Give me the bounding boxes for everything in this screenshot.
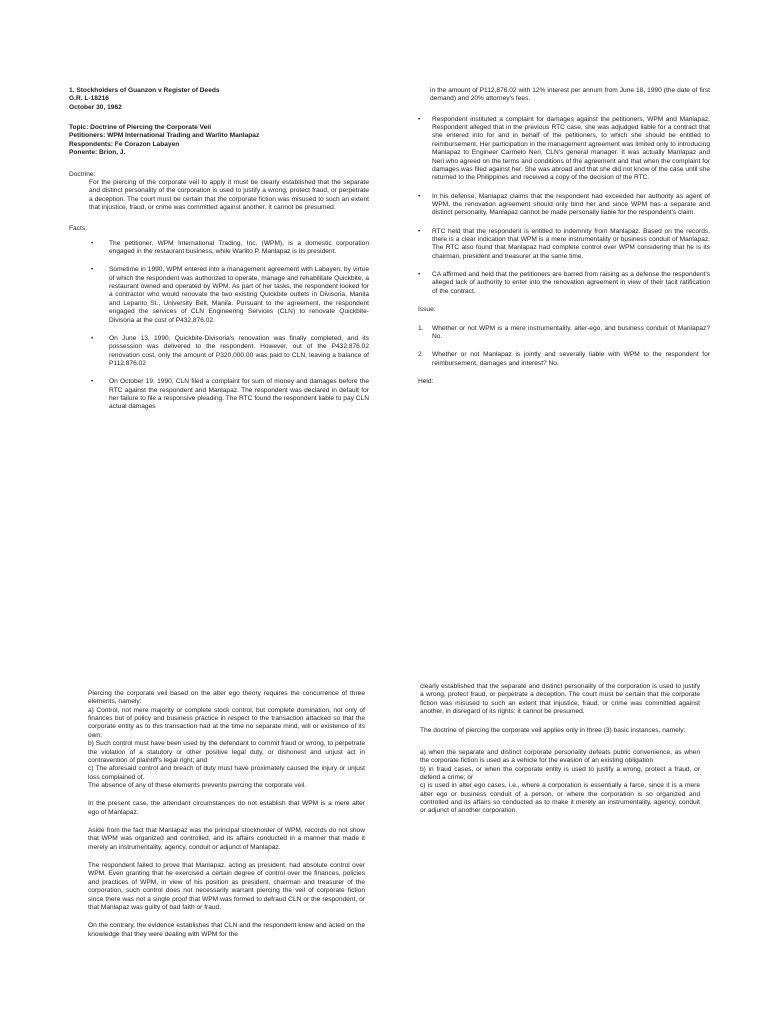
fact-item bbox=[87, 335, 369, 368]
bullet-icon: • bbox=[418, 115, 421, 123]
held-paragraph: clearly established that the separate and distinct personality of the corporation is used to justify a wrong, protect fraud, or perpetrate a deception. The court must be certain that the corporate fiction was misused to such an extent that injustice, fraud, or crime was committed against another, in disregard of its rights; it cannot be presumed. bbox=[420, 683, 700, 716]
alter-ego-intro: Piercing the corporate veil based on the alter ego theory requires the concurrence of three elements, namely: bbox=[88, 690, 365, 706]
instances-intro: The doctrine of piercing the corporate veil applies only in three (3) basic instances, namely: bbox=[420, 727, 686, 735]
page1-left-column bbox=[69, 87, 369, 422]
instance-item: a) when the separate and distinct corporate personality defeats public convenience, as when the corporate fiction is used as a vehicle for the evasion of an existing obligation bbox=[420, 748, 700, 765]
held-label: Held: bbox=[418, 377, 434, 385]
facts-label: Facts: bbox=[69, 225, 87, 233]
bullet-icon: • bbox=[91, 266, 94, 274]
case-ponente: Ponente: Brion, J. bbox=[69, 149, 126, 157]
fact-item bbox=[87, 266, 369, 325]
held-paragraph: In the present case, the attendant circumstances do not establish that WPM is a mere alter ego of Manlapaz. bbox=[88, 800, 365, 816]
fact-text: On June 13, 1990, Quickbite-Divisoria's renovation was finally completed, and its possession was delivered to the respondent. However, out of the P432,876.02 renovation cost, only the amount of P320,000.00 was paid to CLN, leaving a balance of P112,876.02 bbox=[109, 334, 369, 367]
issue-label: Issue: bbox=[418, 306, 436, 314]
facts-list-left bbox=[69, 240, 369, 412]
facts-list-right bbox=[418, 116, 710, 296]
page2-left-column bbox=[88, 690, 365, 939]
element-item: c) The aforesaid control and breach of duty must have proximately caused the injury or unjust loss complained of. bbox=[88, 765, 365, 781]
element-item: a) Control, not mere majority or complete stock control, but complete domination, not only of finances but of policy and business practice in respect to the transaction attacked so that the corporate entity as to this transaction had at the time no separate mind, will or existence of its own; bbox=[88, 706, 365, 739]
fact-text: On October 19, 1990, CLN filed a complaint for sum of money and damages before the RTC against the respondent and Manlapaz. The respondent was declared in default for her failure to file a responsive pleading. The RTC found the respondent liable to pay CLN actual damages bbox=[109, 378, 369, 411]
case-petitioners: Petitioners: WPM International Trading and Warlito Manlapaz bbox=[69, 132, 260, 140]
bullet-icon: • bbox=[91, 378, 94, 386]
issue-item bbox=[418, 325, 710, 342]
page1-right-column bbox=[418, 87, 710, 386]
issue-number: 2. bbox=[418, 351, 424, 359]
element-item: b) Such control must have been used by the defendant to commit fraud or wrong, to perpetrate the violation of a statutory or other positive legal duty, or dishonest and unjust act in contravention of plaintiff's legal right; and bbox=[88, 740, 365, 764]
instance-item: b) in fraud cases, or when the corporate entity is used to justify a wrong, protect a fraud, or defend a crime; or bbox=[420, 765, 700, 781]
fact-text: Sometime in 1990, WPM entered into a management agreement with Labayen, by virtue of which the respondent was authorized to operate, manage and rehabilitate Quickbite, a restaurant owned and operated by WPM. As part of her tasks, the respondent looked for a contractor who would renovate the two existing Quickbite outlets in Divisoria, Manila and Lepanto St., University Belt, Manila. Pursuant to the agreement, the respondent engaged the services of CLN Engineering Services (CLN) to renovate Quickbite-Divisoria at the cost of P432,876.02. bbox=[109, 266, 369, 324]
fact-text: RTC held that the respondent is entitled to indemnity from Manlapaz. Based on the records, there is a clear indication that WPM is a mere instrumentality or business conduit of Manlapaz. The RTC also found that Manlapaz had complete control over WPM considering that he is its chairman, president and treasurer at the same time. bbox=[432, 227, 710, 260]
held-paragraph: On the contrary, the evidence establishes that CLN and the respondent knew and acted on the knowledge that they were dealing with WPM for the bbox=[88, 922, 365, 938]
issue-text: Whether or not Manlapaz is jointly and severally liable with WPM to the respondent for reimbursement, damages and interest? No. bbox=[432, 351, 710, 367]
held-paragraph: The respondent failed to prove that Manlapaz, acting as president, had absolute control over WPM. Even granting that he exercised a certain degree of control over the finances, policies and practices of WPM, in view of his position as president, chairman and treasurer of the corporation, such control does not necessarily warrant piercing the veil of corporate fiction since there was not a single proof that WPM was formed to defraud CLN or the respondent, or that Manlapaz was guilty of bad faith or fraud. bbox=[88, 862, 365, 911]
case-date: October 30, 1962 bbox=[69, 103, 122, 111]
case-topic: Topic: Doctrine of Piercing the Corporate Veil bbox=[69, 124, 212, 132]
fact-text: The petitioner, WPM International Trading, Inc. (WPM), is a domestic corporation engaged in the restaurant business, while Warlito P. Manlapaz is its president. bbox=[109, 239, 369, 256]
case-gr-number: G.R. L-18216 bbox=[69, 95, 109, 103]
facts-continuation: in the amount of P112,876.02 with 12% interest per annum from June 18, 1990 (the date of first demand) and 20% attorney's fees. bbox=[430, 87, 710, 103]
case-title: 1. Stockholders of Guanzon v Register of Deeds bbox=[69, 87, 220, 94]
held-paragraph: Aside from the fact that Manlapaz was the principal stockholder of WPM, records do not show that WPM was organized and controlled, and its affairs conducted in a manner that made it merely an instrumentality, agency, conduit or adjunct of Manlapaz. bbox=[88, 827, 365, 851]
element-conclusion: The absence of any of these elements prevents piercing the corporate veil. bbox=[88, 781, 307, 789]
fact-item bbox=[418, 271, 710, 296]
instance-item: c) is used in alter ego cases, i.e., where a corporation is essentially a farce, since it is a mere alter ego or business conduit of a person, or where the corporation is so organized and controlled and its affairs so conducted as to make it merely an instrumentality, agency, conduit or adjunct of another corporation. bbox=[420, 782, 700, 815]
fact-item bbox=[87, 378, 369, 411]
issue-item bbox=[418, 351, 710, 368]
fact-text: In his defense, Manlapaz claims that the respondent had exceeded her authority as agent of WPM, the renovation agreement should only bind her and since WPM has a separate and distinct personality, Manlapaz cannot be made personally liable for the respondent's claim. bbox=[432, 192, 710, 217]
issues-list bbox=[418, 325, 710, 368]
case-respondents: Respondents: Fe Corazon Labayen bbox=[69, 140, 180, 148]
issue-number: 1. bbox=[418, 324, 424, 332]
bullet-icon: • bbox=[418, 271, 421, 279]
bullet-icon: • bbox=[418, 227, 421, 235]
doctrine-text: For the piercing of the corporate veil to apply it must be clearly established that the separate and distinct personality of the corporation is used to justify a wrong, protect fraud, or perpetrate a deception. The court must be certain that the corporate fiction was misused to such an extent that injustice, fraud, or crime was committed against another. It cannot be presumed. bbox=[89, 178, 369, 211]
page2-right-column bbox=[420, 683, 700, 816]
fact-item bbox=[87, 240, 369, 257]
fact-item bbox=[418, 193, 710, 218]
fact-item bbox=[418, 116, 710, 183]
bullet-icon: • bbox=[91, 334, 94, 342]
fact-text: Respondent instituted a complaint for damages against the petitioners, WPM and Manlapaz. Respondent alleged that in the previous RTC case, she was adjudged liable for a contract that she entered into for and in behalf of the petitioners, to which she should be entitled to reimbursement. Her participation in the management agreement was limited only to introducing Manlapaz to Engineer Carmelo Neri, CLN's general manager. It was actually Manlapaz and Neri who agreed on the terms and conditions of the agreement and that when the complaint for damages was filed against her. She was abroad and that she did not know of the case until she returned to the Philippines and received a copy of the decision of the RTC. bbox=[432, 115, 710, 182]
bullet-icon: • bbox=[418, 192, 421, 200]
fact-text: CA affirmed and held that the petitioners are barred from raising as a defense the respondent's alleged lack of authority to enter into the renovation agreement in view of their tacit ratification of the contract. bbox=[432, 271, 710, 295]
doctrine-label: Doctrine: bbox=[69, 170, 96, 178]
issue-text: Whether or not WPM is a mere instrumentality, alter-ego, and business conduit of Manlapaz? No. bbox=[432, 324, 710, 340]
fact-item bbox=[418, 228, 710, 261]
bullet-icon: • bbox=[91, 239, 94, 247]
